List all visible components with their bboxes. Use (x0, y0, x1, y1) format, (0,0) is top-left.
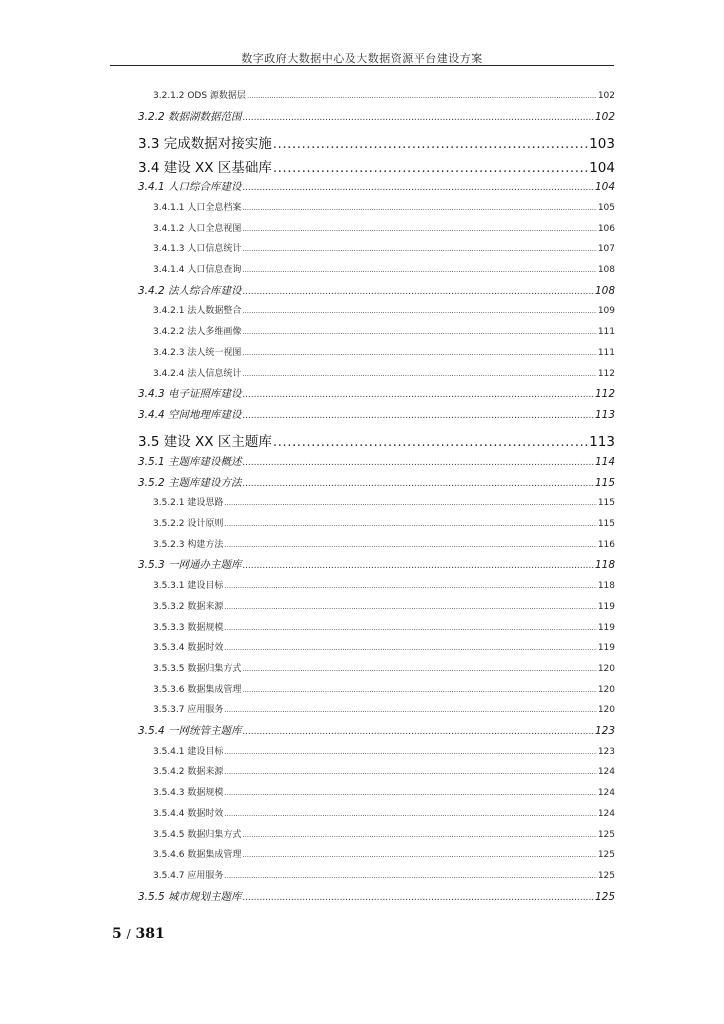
toc-entry-page: 102 (597, 91, 615, 101)
toc-entry-page: 112 (594, 388, 615, 401)
toc-entry-page: 114 (594, 455, 615, 468)
toc-entry-page: 108 (594, 284, 615, 297)
toc-entry[interactable] (153, 516, 615, 529)
toc-leader-dots (242, 831, 596, 839)
toc-leader-dots (243, 458, 594, 468)
toc-entry-page: 123 (594, 725, 615, 737)
toc-entry[interactable] (138, 386, 615, 401)
toc-leader-dots (243, 390, 594, 400)
toc-leader-dots (273, 160, 588, 176)
toc-entry-label: 3.4.1.4 人口信息查询 (153, 265, 242, 275)
toc-entry-label: 3.5.3.6 数据集成管理 (153, 684, 242, 695)
toc-entry-label: 3.5.3.3 数据规模 (153, 622, 224, 633)
toc-entry[interactable] (153, 682, 615, 695)
toc-entry-page: 106 (597, 223, 615, 234)
toc-entry[interactable] (138, 179, 615, 194)
toc-entry-label: 3.4.1.3 人口信息统计 (153, 244, 242, 255)
toc-entry-page: 109 (597, 306, 615, 317)
toc-entry-page: 120 (597, 684, 615, 695)
toc-entry-label: 3.5.3.7 应用服务 (153, 705, 224, 716)
toc-entry-label: 3.5.5 城市规划主题库 (138, 890, 242, 903)
toc-entry-page: 115 (594, 476, 615, 489)
toc-entry-label: 3.4.1.1 人口全息档案 (153, 202, 242, 213)
toc-entry[interactable] (153, 868, 615, 881)
toc-entry-page: 119 (597, 643, 615, 654)
toc-leader-dots (242, 665, 596, 673)
toc-entry[interactable] (138, 109, 615, 124)
toc-entry-page: 115 (597, 519, 615, 529)
toc-entry[interactable] (153, 324, 615, 337)
toc-entry-label: 3.5 建设 XX 区主题库 (138, 434, 272, 451)
toc-leader-dots (247, 92, 597, 100)
toc-entry-page: 111 (597, 327, 615, 338)
toc-entry-page: 118 (597, 581, 615, 592)
toc-leader-dots (224, 541, 596, 549)
toc-entry-label: 3.5.1 主题库建设概述 (138, 455, 242, 468)
toc-entry-page: 120 (597, 705, 615, 716)
toc-entry[interactable] (153, 827, 615, 840)
toc-entry-label: 3.4.4 空间地理库建设 (138, 408, 242, 421)
toc-entry-label: 3.5.3 一网通办主题库 (138, 559, 242, 572)
toc-entry-label: 3.5.2 主题库建设方法 (138, 476, 242, 489)
toc-leader-dots (224, 768, 596, 776)
toc-entry-page: 107 (597, 244, 615, 255)
toc-entry-page: 125 (594, 890, 615, 903)
toc-entry-page: 111 (597, 347, 615, 358)
toc-leader-dots (224, 789, 596, 797)
toc-entry[interactable] (138, 156, 615, 176)
toc-entry[interactable] (138, 454, 615, 469)
toc-entry-label: 3.2.2 数据湖数据范围 (138, 110, 242, 123)
toc-entry-label: 3.4.2.1 法人数据整合 (153, 306, 242, 317)
toc-entry-label: 3.5.4.5 数据归集方式 (153, 829, 242, 840)
toc-entry-page: 118 (594, 559, 615, 572)
toc-leader-dots (242, 851, 596, 859)
toc-entry-page: 125 (597, 829, 615, 840)
toc-leader-dots (273, 136, 588, 152)
toc-entry[interactable] (138, 889, 615, 904)
toc-leader-dots (224, 872, 596, 880)
toc-entry[interactable] (153, 241, 615, 254)
toc-entry-page: 120 (597, 663, 615, 674)
toc-entry-label: 3.4.2 法人综合库建设 (138, 284, 242, 297)
toc-entry-page: 112 (597, 368, 615, 379)
toc-entry-label: 3.5.4.6 数据集成管理 (153, 850, 242, 861)
toc-entry-page: 105 (597, 202, 615, 213)
toc-leader-dots (243, 479, 594, 489)
toc-leader-dots (242, 349, 596, 357)
toc-entry-label: 3.5.4.7 应用服务 (153, 870, 224, 881)
toc-entry[interactable] (138, 132, 615, 152)
toc-leader-dots (242, 204, 596, 212)
toc-entry-label: 3.4.3 电子证照库建设 (138, 388, 242, 401)
toc-entry[interactable] (153, 785, 615, 798)
toc-leader-dots (243, 183, 594, 193)
toc-entry-page: 124 (597, 788, 615, 799)
toc-leader-dots (243, 893, 594, 903)
header-rule (110, 65, 614, 66)
toc-leader-dots (243, 287, 594, 297)
toc-entry-label: 3.4.1 人口综合库建设 (138, 181, 242, 194)
toc-entry-page: 124 (597, 808, 615, 819)
page-separator: / (126, 927, 131, 941)
toc-entry-label: 3.5.3.5 数据归集方式 (153, 663, 242, 674)
toc-entry[interactable] (153, 578, 615, 591)
page-footer-number (112, 926, 165, 942)
toc-entry-label: 3.5.2.3 构建方法 (153, 539, 224, 550)
toc-entry[interactable] (153, 599, 615, 612)
toc-leader-dots (243, 561, 594, 571)
toc-entry[interactable] (138, 723, 615, 738)
toc-entry[interactable] (153, 88, 615, 101)
current-page: 5 (112, 926, 122, 942)
toc-entry-label: 3.5.4.3 数据规模 (153, 788, 224, 799)
toc-leader-dots (242, 328, 596, 336)
toc-entry-label: 3.5.3.1 建设目标 (153, 581, 224, 592)
toc-entry[interactable] (138, 475, 615, 490)
toc-entry-label: 3.4.2.4 法人信息统计 (153, 368, 242, 379)
toc-entry[interactable] (153, 764, 615, 777)
toc-entry-page: 124 (597, 767, 615, 778)
toc-entry-page: 123 (597, 746, 615, 757)
toc-entry-page: 115 (597, 498, 615, 509)
toc-entry-page: 116 (597, 539, 615, 550)
toc-entry-page: 113 (594, 408, 615, 421)
toc-leader-dots (224, 644, 596, 652)
toc-leader-dots (273, 434, 588, 450)
toc-entry[interactable] (153, 200, 615, 213)
toc-entry-label: 3.5.4.4 数据时效 (153, 808, 224, 819)
toc-entry-label: 3.5.4.1 建设目标 (153, 746, 224, 757)
toc-leader-dots (243, 411, 594, 421)
toc-entry[interactable] (153, 806, 615, 819)
toc-leader-dots (224, 748, 596, 756)
page-header-title: 数字政府大数据中心及大数据资源平台建设方案 (241, 52, 483, 65)
toc-entry[interactable] (138, 557, 615, 572)
toc-entry[interactable] (153, 345, 615, 358)
toc-entry-label: 3.5.3.2 数据来源 (153, 601, 224, 612)
total-pages: 381 (135, 926, 165, 942)
toc-leader-dots (242, 370, 596, 378)
toc-entry-page: 108 (597, 265, 615, 275)
toc-leader-dots (224, 520, 596, 528)
toc-leader-dots (242, 225, 596, 233)
toc-entry-label: 3.5.4 一网统管主题库 (138, 725, 242, 737)
toc-entry[interactable] (153, 744, 615, 757)
toc-leader-dots (224, 499, 596, 507)
toc-leader-dots (243, 727, 594, 737)
toc-entry[interactable] (153, 495, 615, 508)
toc-entry-label: 3.4 建设 XX 区基础库 (138, 159, 272, 176)
toc-entry[interactable] (153, 221, 615, 234)
toc-entry-label: 3.2.1.2 ODS 源数据层 (153, 91, 246, 101)
toc-entry-label: 3.5.2.2 设计原则 (153, 519, 224, 529)
toc-entry-label: 3.5.2.1 建设思路 (153, 498, 224, 509)
toc-entry[interactable] (138, 407, 615, 422)
toc-entry-page: 103 (589, 136, 615, 153)
toc-entry-label: 3.4.1.2 人口全息视图 (153, 223, 242, 234)
toc-entry-page: 102 (594, 110, 615, 123)
toc-entry[interactable] (153, 537, 615, 550)
toc-leader-dots (242, 266, 596, 274)
toc-entry-page: 113 (589, 434, 615, 451)
toc-entry-label: 3.4.2.3 法人统一视图 (153, 347, 242, 358)
toc-entry-page: 104 (589, 159, 615, 176)
toc-entry-page: 125 (597, 850, 615, 861)
toc-entry[interactable] (153, 847, 615, 860)
toc-entry[interactable] (138, 283, 615, 298)
toc-leader-dots (242, 307, 596, 315)
toc-entry-page: 104 (594, 181, 615, 194)
toc-entry-label: 3.5.4.2 数据来源 (153, 767, 224, 778)
toc-entry[interactable] (153, 620, 615, 633)
toc-entry-page: 119 (597, 601, 615, 612)
toc-entry[interactable] (153, 262, 615, 275)
toc-entry[interactable] (138, 430, 615, 450)
toc-entry[interactable] (153, 702, 615, 715)
toc-entry-label: 3.4.2.2 法人多维画像 (153, 327, 242, 338)
toc-leader-dots (243, 113, 594, 123)
toc-leader-dots (224, 624, 596, 632)
toc-leader-dots (242, 245, 596, 253)
toc-entry-page: 119 (597, 622, 615, 633)
toc-entry[interactable] (153, 303, 615, 316)
toc-leader-dots (224, 603, 596, 611)
toc-entry[interactable] (153, 661, 615, 674)
toc-entry-page: 125 (597, 870, 615, 881)
toc-leader-dots (224, 810, 596, 818)
toc-leader-dots (224, 582, 596, 590)
toc-leader-dots (242, 686, 596, 694)
toc-leader-dots (224, 706, 596, 714)
toc-entry-label: 3.5.3.4 数据时效 (153, 643, 224, 654)
toc-entry[interactable] (153, 366, 615, 379)
toc-entry-label: 3.3 完成数据对接实施 (138, 136, 272, 153)
toc-entry[interactable] (153, 640, 615, 653)
